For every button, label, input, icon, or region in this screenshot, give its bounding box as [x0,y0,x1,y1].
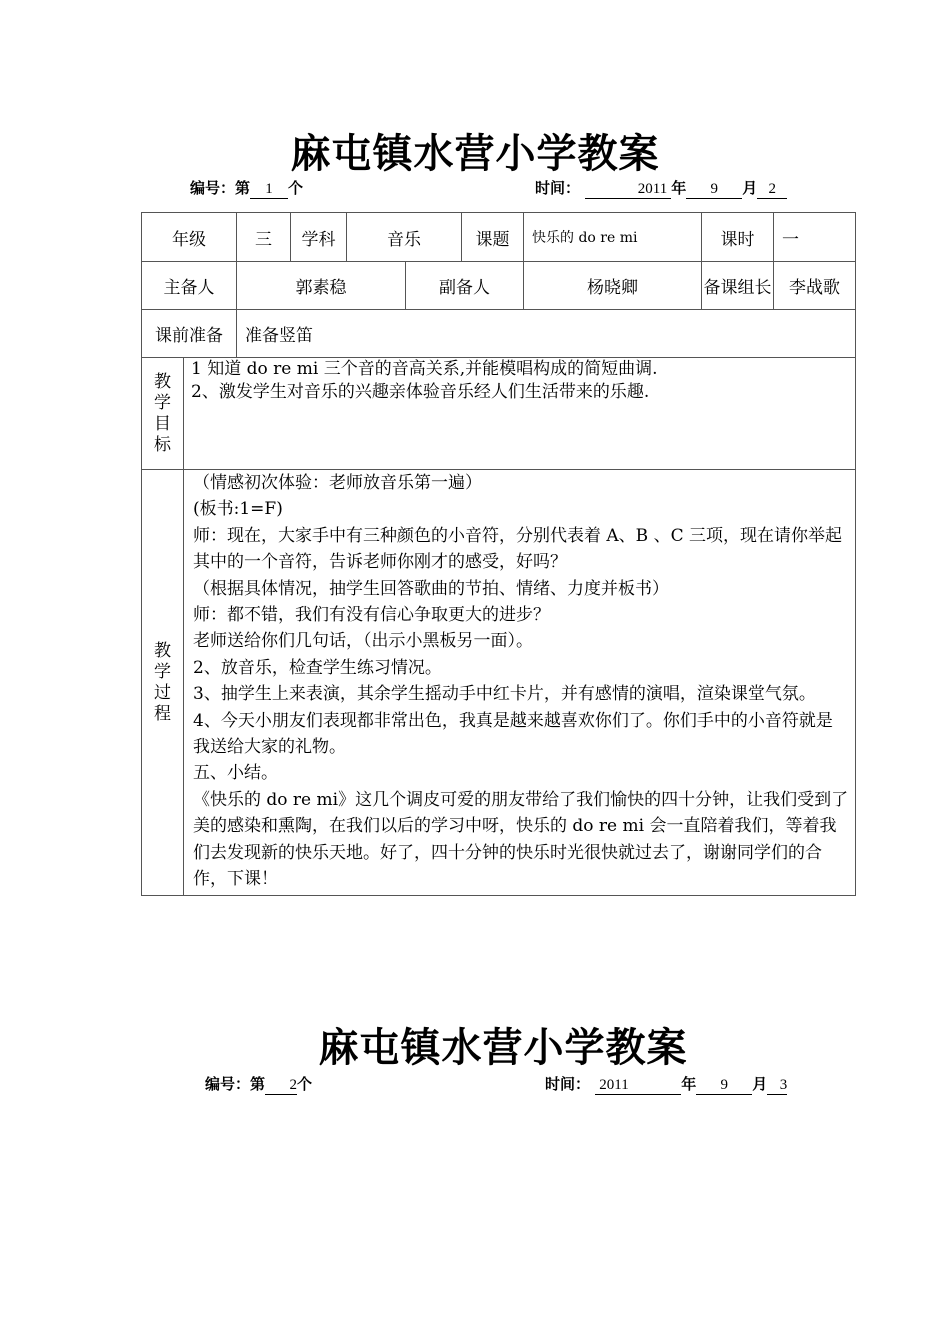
grade-label: 年级 [142,213,237,262]
number-label: 编号： [205,1075,251,1093]
time-label: 时间： [535,179,581,197]
info-row-2 [142,262,856,310]
process-line: 《快乐的 do re mi》这几个调皮可爱的朋友带给了我们愉快的四十分钟，让我们受到了美的感染和熏陶，在我们以后的学习中呀，快乐的 do re mi 会一直陪着我们，等着我们去发现新的快乐天地。好了，四十分钟的快乐时光很快就过去了，谢谢同学们的合作，下课！ [193,789,849,890]
process-line: （根据具体情况，抽学生回答歌曲的节拍、情绪、力度并板书） [193,578,669,599]
objectives-label: 教 学 目 标 [142,358,184,470]
page2-title: 麻屯镇水营小学教案 [318,1025,688,1071]
month-unit: 月 [752,1075,768,1093]
year-unit: 年 [681,1075,697,1093]
objective-line: 1 知道 do re mi 三个音的音高关系,并能模唱构成的简短曲调. [191,359,658,379]
number-prefix: 第 [235,179,251,197]
time-label: 时间： [545,1075,591,1093]
vice-preparer-value: 杨晓卿 [524,262,702,310]
main-preparer-value: 郭素稳 [237,262,406,310]
info-row-3 [142,310,856,358]
number-prefix: 第 [250,1075,266,1093]
process-line: 3、抽学生上来表演，其余学生摇动手中红卡片，并有感情的演唱，渲染课堂气氛。 [193,684,816,705]
number-value: 2 [265,1077,297,1095]
objectives-row [142,358,856,470]
process-line: 师：都不错，我们有没有信心争取更大的进步？ [193,605,550,626]
group-leader-value: 李战歌 [774,262,856,310]
month-value: 9 [686,181,742,199]
process-line: （情感初次体验：老师放音乐第一遍） [193,473,482,493]
objective-line: 2、激发学生对音乐的兴趣亲体验音乐经人们生活带来的乐趣. [191,382,650,402]
lesson-number [190,177,303,199]
hours-label: 课时 [702,213,774,262]
main-preparer-label: 主备人 [142,262,237,310]
objectives-content [184,358,856,470]
process-line: (板书:1=F) [193,499,283,520]
number-value: 1 [250,181,288,199]
day-value: 2 [757,181,787,199]
process-line: 2、放音乐，检查学生练习情况。 [193,657,442,678]
process-line: 五、小结。 [193,763,278,784]
lesson-plan-table [141,212,856,896]
process-line: 老师送给你们几句话，（出示小黑板另一面）。 [193,631,533,652]
page2-lesson-number [205,1073,312,1095]
grade-value: 三 [237,213,291,262]
preparation-value: 准备竖笛 [237,310,856,358]
page2-lesson-date [545,1073,787,1095]
year-value: 2011 [595,1077,681,1095]
day-value: 3 [767,1077,787,1095]
process-row [142,470,856,896]
process-line: 4、今天小朋友们表现都非常出色，我真是越来越喜欢你们了。你们手中的小音符就是我送给大家的礼物。 [193,710,833,758]
year-unit: 年 [671,179,687,197]
subject-value: 音乐 [347,213,462,262]
topic-label: 课题 [462,213,524,262]
month-unit: 月 [742,179,758,197]
preparation-label: 课前准备 [142,310,237,358]
month-value: 9 [696,1077,752,1095]
number-label: 编号： [190,179,236,197]
year-value: 2011 [585,181,671,199]
subject-label: 学科 [291,213,347,262]
process-content [184,470,856,896]
page-title: 麻屯镇水营小学教案 [290,131,660,177]
lesson-date [535,177,787,199]
vice-preparer-label: 副备人 [406,262,524,310]
number-suffix: 个 [297,1075,313,1093]
process-label: 教 学 过 程 [142,470,184,896]
hours-value: 一 [774,213,856,262]
group-leader-label: 备课组长 [702,262,774,310]
topic-value: 快乐的 do re mi [524,213,702,262]
info-row-1 [142,213,856,262]
process-line: 师：现在，大家手中有三种颜色的小音符，分别代表着 A、B 、C 三项，现在请你举起其中的一个音符，告诉老师你刚才的感受，好吗？ [193,525,842,573]
number-suffix: 个 [288,179,304,197]
